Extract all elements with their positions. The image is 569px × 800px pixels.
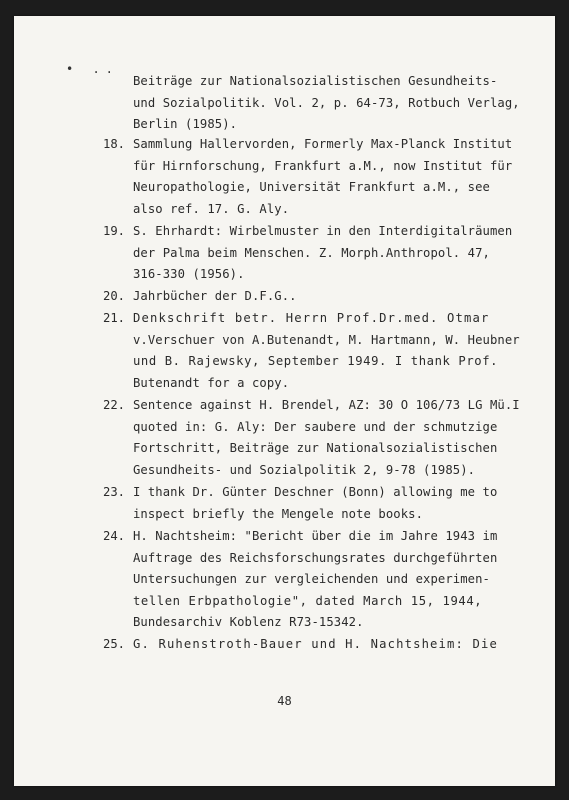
text-line: Denkschrift betr. Herrn Prof.Dr.med. Otmar	[133, 311, 490, 325]
reference-number: 24.	[103, 529, 126, 543]
margin-marks: • ..	[66, 62, 119, 76]
reference-number: 18.	[103, 137, 126, 151]
document-page	[14, 16, 555, 786]
text-line: Butenandt for a copy.	[133, 375, 290, 390]
text-line: Sentence against H. Brendel, AZ: 30 O 106/73 LG Mü.I	[133, 398, 520, 412]
text-line: Bundesarchiv Koblenz R73-15342.	[133, 615, 364, 629]
reference-number: 19.	[103, 224, 126, 238]
text-line: also ref. 17. G. Aly.	[133, 201, 290, 216]
text-line: Beiträge zur Nationalsozialistischen Gesundheits-	[133, 74, 498, 88]
reference-number: 20.	[103, 289, 126, 303]
text-line: und Sozialpolitik. Vol. 2, p. 64-73, Rotbuch Verlag,	[133, 95, 520, 110]
text-line: G. Ruhenstroth-Bauer und H. Nachtsheim: Die	[133, 637, 498, 651]
text-line: tellen Erbpathologie", dated March 15, 1944,	[133, 593, 483, 608]
text-line: H. Nachtsheim: "Bericht über die im Jahre 1943 im	[133, 529, 498, 543]
reference-number: 23.	[103, 485, 126, 499]
text-line: Berlin (1985).	[133, 117, 238, 131]
reference-number: 21.	[103, 311, 126, 325]
page-number: 48	[277, 694, 292, 708]
text-line: Sammlung Hallervorden, Formerly Max-Planck Institut	[133, 137, 513, 151]
text-line: für Hirnforschung, Frankfurt a.M., now Institut für	[133, 158, 513, 173]
text-line: Neuropathologie, Universität Frankfurt a.M., see	[133, 180, 490, 194]
text-line: der Palma beim Menschen. Z. Morph.Anthropol. 47,	[133, 245, 490, 260]
text-line: I thank Dr. Günter Deschner (Bonn) allowing me to	[133, 485, 498, 499]
text-line: S. Ehrhardt: Wirbelmuster in den Interdigitalräumen	[133, 224, 513, 238]
text-line: Jahrbücher der D.F.G..	[133, 289, 297, 303]
text-line: Untersuchungen zur vergleichenden und experimen-	[133, 572, 490, 586]
text-line: Auftrage des Reichsforschungsrates durchgeführten	[133, 550, 498, 565]
text-line: Gesundheits- und Sozialpolitik 2, 9-78 (1985).	[133, 462, 476, 477]
text-line: und B. Rajewsky, September 1949. I thank Prof.	[133, 354, 499, 368]
reference-number: 22.	[103, 398, 126, 412]
text-line: 316-330 (1956).	[133, 267, 245, 281]
text-line: quoted in: G. Aly: Der saubere und der schmutzige	[133, 419, 498, 434]
reference-number: 25.	[103, 637, 126, 651]
text-line: v.Verschuer von A.Butenandt, M. Hartmann, W. Heubner	[133, 332, 520, 347]
text-line: Fortschritt, Beiträge zur Nationalsozialistischen	[133, 441, 498, 455]
text-line: inspect briefly the Mengele note books.	[133, 506, 424, 521]
